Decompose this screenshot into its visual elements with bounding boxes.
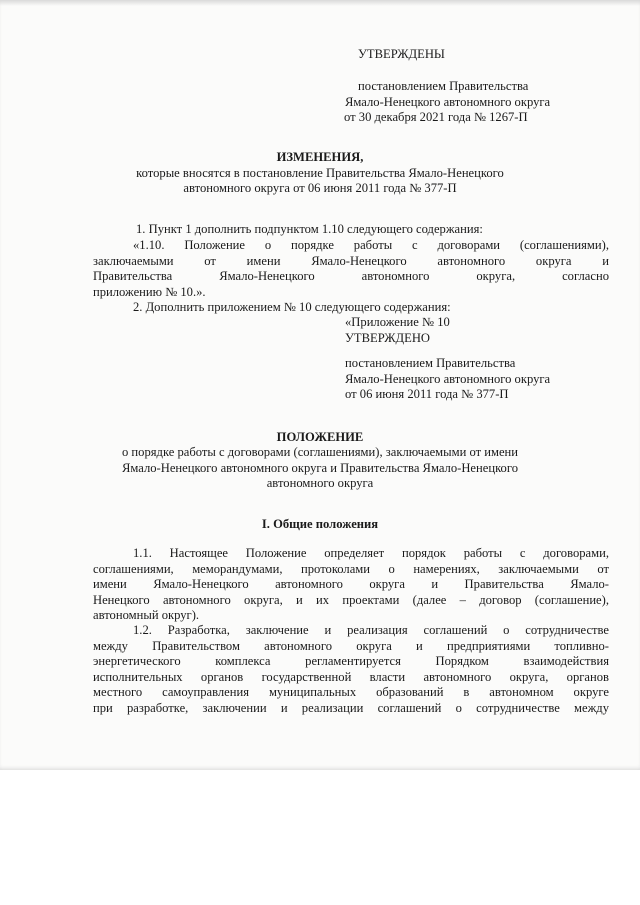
appendix-label: «Приложение № 10 — [345, 315, 450, 329]
appendix-line-2: Ямало-Ненецкого автономного округа — [345, 372, 551, 386]
scan-top-edge — [0, 0, 640, 6]
clause-1-1-line-1: 1.1. Настоящее Положение определяет порядок работы с договорами, — [133, 546, 609, 560]
clause-1-1-line-5: автономный округ). — [93, 608, 200, 622]
appendix-approved: УТВЕРЖДЕНО — [345, 331, 431, 345]
changes-subtitle-2: автономного округа от 06 июня 2011 года № 377-П — [183, 181, 457, 195]
item-1: 1. Пункт 1 дополнить подпунктом 1.10 следующего содержания: — [136, 222, 483, 236]
approval-line-3: от 30 декабря 2021 года № 1267-П — [344, 110, 528, 124]
clause-1-1-line-4: Ненецкого автономного округа, и их проектами (далее – договор (соглашение), — [93, 593, 609, 607]
regulation-title: ПОЛОЖЕНИЕ — [276, 430, 364, 444]
clause-1-2-line-3: энергетического комплекса регламентируется Порядком взаимодействия — [93, 654, 609, 668]
approved-stamp: УТВЕРЖДЕНЫ — [358, 47, 445, 61]
approval-line-1: постановлением Правительства — [358, 79, 529, 93]
regulation-subtitle-3: автономного округа — [266, 476, 374, 490]
regulation-subtitle-2: Ямало-Ненецкого автономного округа и Правительства Ямало-Ненецкого — [121, 461, 518, 475]
clause-1-2-line-6: при разработке, заключении и реализации соглашений о сотрудничестве между — [93, 701, 609, 715]
changes-subtitle-1: которые вносятся в постановление Правительства Ямало-Ненецкого — [136, 166, 504, 180]
appendix-line-3: от 06 июня 2011 года № 377-П — [345, 387, 509, 401]
regulation-subtitle-1: о порядке работы с договорами (соглашениями), заключаемыми от имени — [121, 445, 519, 459]
item-1-quote-line-1: «1.10. Положение о порядке работы с договорами (соглашениями), — [133, 238, 609, 252]
item-1-quote-line-2: заключаемыми от имени Ямало-Ненецкого автономного округа и — [93, 254, 609, 268]
section-1-heading: I. Общие положения — [261, 517, 379, 531]
clause-1-2-line-4: исполнительных органов государственной власти автономного округа, органов — [93, 670, 609, 684]
item-2: 2. Дополнить приложением № 10 следующего содержания: — [133, 300, 451, 314]
approval-line-2: Ямало-Ненецкого автономного округа — [345, 95, 551, 109]
clause-1-1-line-2: соглашениями, меморандумами, протоколами о намерениях, заключаемыми от — [93, 562, 609, 576]
clause-1-1-line-3: имени Ямало-Ненецкого автономного округа и Правительства Ямало- — [93, 577, 609, 591]
appendix-line-1: постановлением Правительства — [345, 356, 516, 370]
item-1-quote-line-4: приложению № 10.». — [93, 285, 206, 299]
clause-1-2-line-5: местного самоуправления муниципальных образований в автономном округе — [93, 685, 609, 699]
changes-title: ИЗМЕНЕНИЯ, — [276, 150, 364, 164]
clause-1-2-line-2: между Правительством автономного округа и предприятиями топливно- — [93, 639, 609, 653]
item-1-quote-line-3: Правительства Ямало-Ненецкого автономного округа, согласно — [93, 269, 609, 283]
clause-1-2-line-1: 1.2. Разработка, заключение и реализация соглашений о сотрудничестве — [133, 623, 609, 637]
